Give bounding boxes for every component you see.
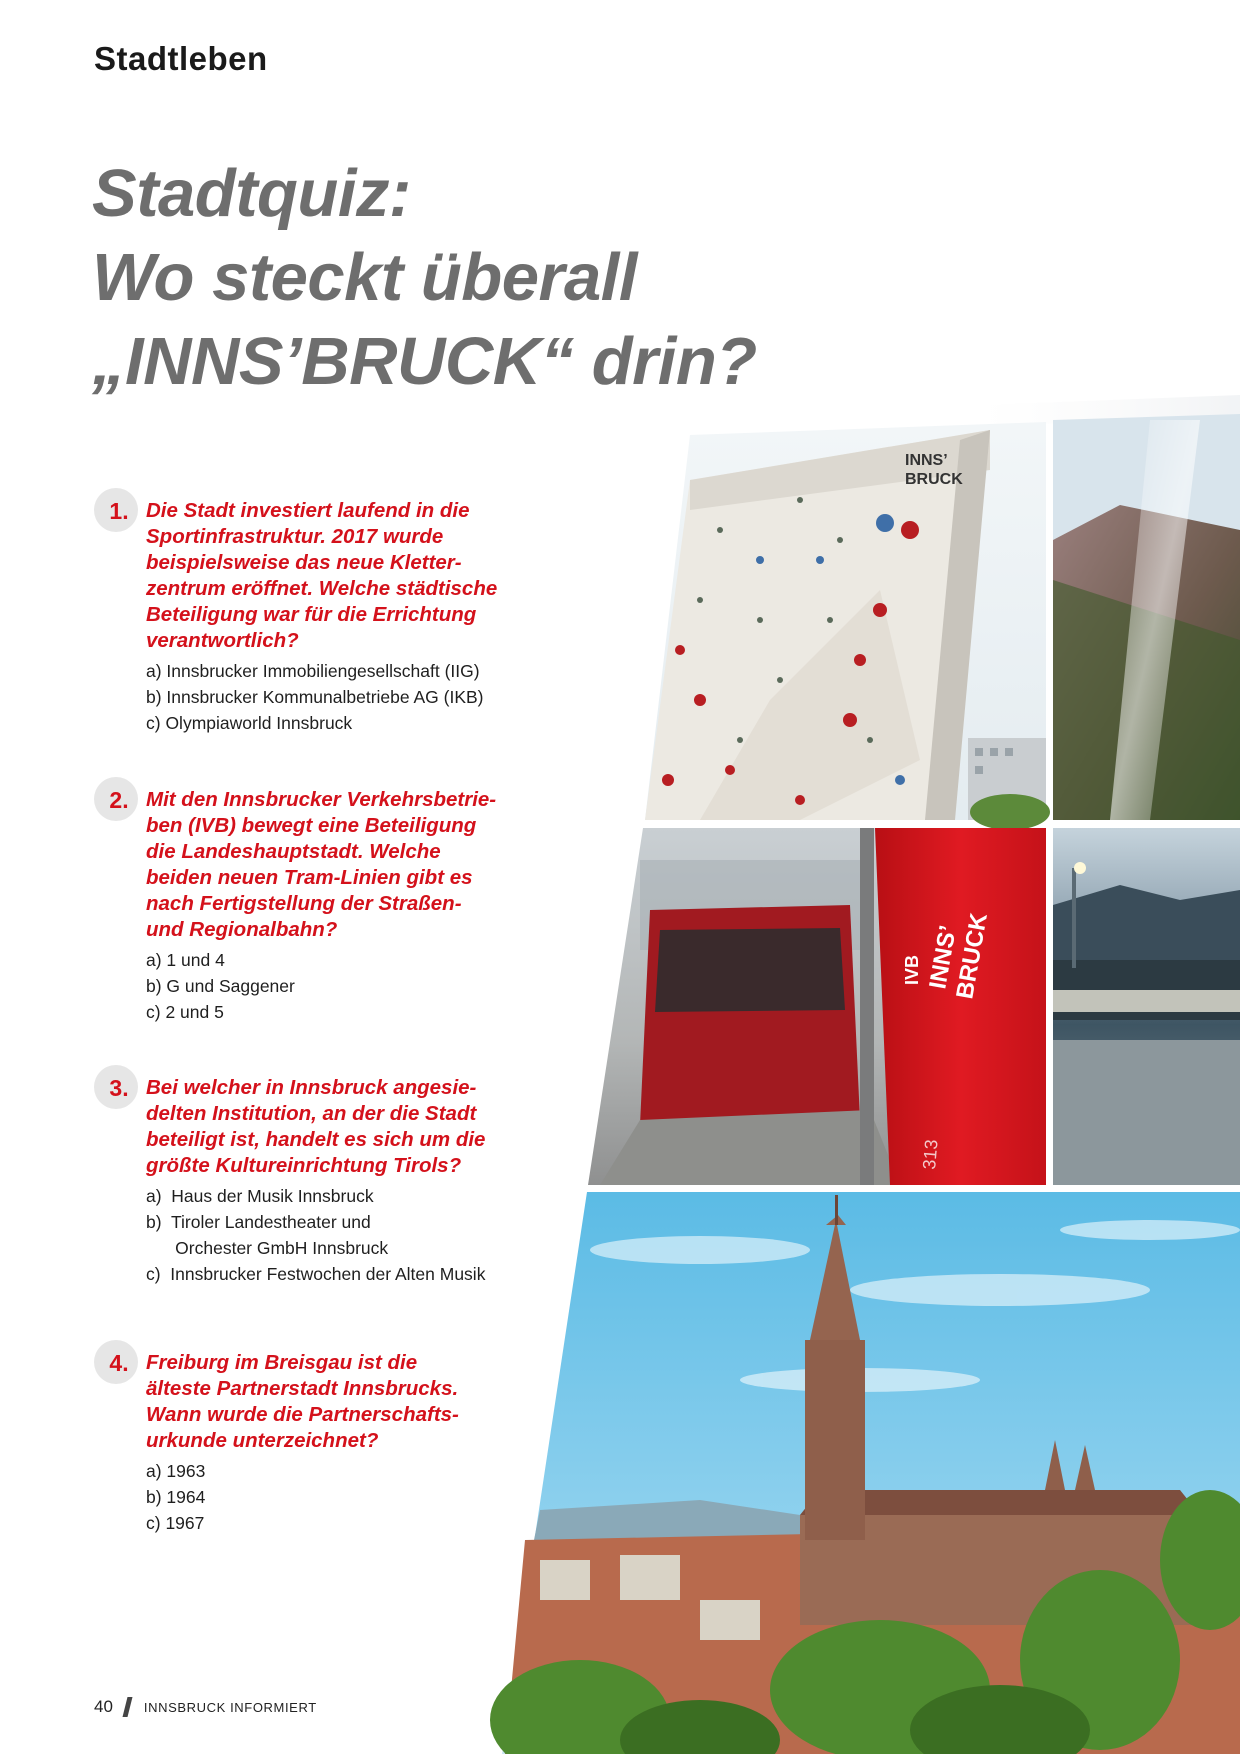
answer-option: Orchester GmbH Innsbruck: [146, 1238, 389, 1258]
question-line: delten Institution, an der die Stadt: [146, 1102, 477, 1125]
magazine-name: INNSBRUCK INFORMIERT: [143, 1699, 317, 1715]
question-line: Sportinfrastruktur. 2017 wurde: [146, 525, 444, 548]
title-line-1: Stadtquiz:: [92, 156, 411, 231]
answer-option: a) 1 und 4: [146, 950, 225, 970]
question-number-badge: [94, 1065, 138, 1109]
question-text: [146, 498, 526, 654]
answer-list: [146, 658, 546, 736]
question-line: Beteiligung war für die Errichtung: [146, 603, 477, 626]
page-number: 40: [94, 1697, 113, 1716]
freiburg-cathedral-photo: [490, 1192, 1240, 1754]
answer-option: a) Innsbrucker Immobiliengesellschaft (IIG): [146, 661, 480, 681]
question-line: größte Kultureinrichtung Tirols?: [146, 1154, 462, 1177]
climbing-wall-photo: [645, 422, 1050, 830]
climbing-sign-line1: INNS’: [905, 452, 948, 469]
tram-sign-line2: BRUCK: [951, 910, 993, 1002]
page-title: [92, 152, 757, 404]
station-photo: [1053, 828, 1240, 1185]
answer-list: [146, 947, 546, 1025]
title-line-2: Wo steckt überall: [92, 240, 638, 315]
answer-option: b) Tiroler Landestheater und: [146, 1212, 371, 1232]
question-number-badge: [94, 488, 138, 532]
question-line: Die Stadt investiert laufend in die: [146, 499, 470, 522]
tram-sign-line1: INNS’: [924, 923, 963, 992]
forest-photo: [1053, 414, 1240, 820]
question-line: beiden neuen Tram-Linien gibt es: [146, 866, 473, 889]
question-line: ben (IVB) bewegt eine Beteiligung: [146, 814, 477, 837]
answer-option: b) Innsbrucker Kommunalbetriebe AG (IKB): [146, 687, 484, 707]
question-number-badge: [94, 777, 138, 821]
question-text: [146, 787, 526, 943]
question-line: älteste Partnerstadt Innsbrucks.: [146, 1377, 459, 1400]
answer-option: c) Innsbrucker Festwochen der Alten Musik: [146, 1264, 486, 1284]
answer-option: b) 1964: [146, 1487, 206, 1507]
title-line-3: „INNS’BRUCK“ drin?: [92, 324, 757, 399]
tram-number: 313: [919, 1138, 942, 1171]
question-line: Freiburg im Breisgau ist die: [146, 1351, 418, 1374]
section-label: Stadtleben: [94, 40, 268, 77]
question-line: zentrum eröffnet. Welche städtische: [146, 577, 498, 600]
question-line: nach Fertigstellung der Straßen-: [146, 892, 462, 915]
page-footer: [94, 1697, 317, 1717]
answer-option: c) Olympiaworld Innsbruck: [146, 713, 353, 733]
climbing-sign-line2: BRUCK: [905, 471, 963, 488]
question-text: [146, 1350, 526, 1454]
question-line: verantwortlich?: [146, 629, 299, 652]
tram-logo: IVB: [902, 954, 922, 985]
question-line: beteiligt ist, handelt es sich um die: [146, 1128, 486, 1151]
question-line: Bei welcher in Innsbruck angesie-: [146, 1076, 477, 1099]
answer-option: a) Haus der Musik Innsbruck: [146, 1186, 374, 1206]
question-line: die Landeshauptstadt. Welche: [146, 840, 441, 863]
question-line: beispielsweise das neue Kletter-: [146, 551, 462, 574]
answer-option: a) 1963: [146, 1461, 206, 1481]
answer-option: b) G und Saggener: [146, 976, 295, 996]
answer-list: [146, 1458, 546, 1536]
slash-divider: [122, 1697, 132, 1717]
question-number: 4.: [109, 1349, 129, 1376]
question-line: Mit den Innsbrucker Verkehrsbetrie-: [146, 788, 497, 811]
answer-option: c) 2 und 5: [146, 1002, 224, 1022]
question-line: und Regionalbahn?: [146, 918, 338, 941]
question-number: 1.: [109, 497, 129, 524]
question-number: 3.: [109, 1074, 129, 1101]
answer-option: c) 1967: [146, 1513, 205, 1533]
question-number-badge: [94, 1340, 138, 1384]
question-line: urkunde unterzeichnet?: [146, 1429, 379, 1452]
question-number: 2.: [109, 786, 129, 813]
answer-list: [146, 1183, 546, 1287]
tram-photo: [588, 828, 1046, 1185]
question-text: [146, 1075, 526, 1179]
question-line: Wann wurde die Partnerschafts-: [146, 1403, 459, 1426]
